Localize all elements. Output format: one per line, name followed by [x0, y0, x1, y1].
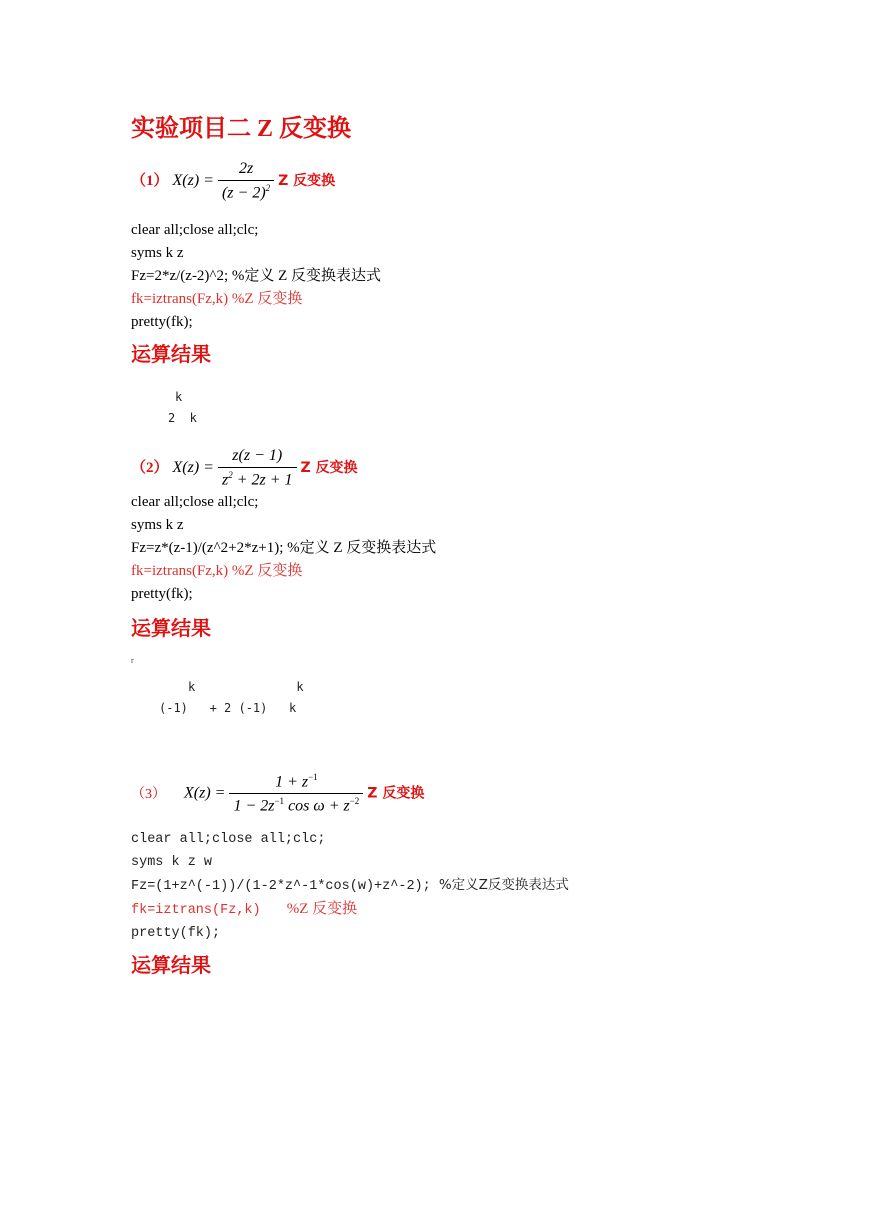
equation-3-fraction: [229, 772, 363, 816]
equation-1-fraction: [218, 160, 274, 202]
code-line: syms k z: [131, 517, 184, 533]
section-3-tail: Z 反变换: [367, 785, 425, 802]
equation-3-numerator: 1 + z: [275, 773, 309, 791]
equation-2: [131, 447, 358, 489]
code-line: clear all;close all;clc;: [131, 222, 259, 238]
section-1-tail: Z 反变换: [278, 172, 336, 189]
code-line: pretty(fk);: [131, 926, 221, 941]
result-heading-3: 运算结果: [131, 955, 211, 977]
code-comment: %定义Z反变换表达式: [438, 877, 569, 893]
equation-2-denominator: z: [221, 471, 229, 489]
code-line: fk=iztrans(Fz,k) %Z 反变换: [131, 291, 303, 307]
result-1-line: k: [175, 390, 183, 404]
equation-2-numerator: z(z − 1): [218, 447, 297, 468]
equation-2-fraction: [218, 447, 297, 489]
section-2-label: （2）: [131, 459, 169, 476]
code-line: pretty(fk);: [131, 586, 193, 602]
equation-3-lhs: X(z) =: [184, 784, 226, 802]
equation-1: [131, 160, 335, 202]
equation-3: [131, 772, 424, 816]
equation-2-lhs: X(z) =: [172, 458, 214, 476]
result-1-line: 2 k: [168, 411, 197, 425]
equation-2-denominator-rest: + 2z + 1: [232, 471, 293, 489]
code-line: pretty(fk);: [131, 314, 193, 330]
code-line: clear all;close all;clc;: [131, 832, 326, 847]
code-line-main: Fz=(1+z^(-1))/(1-2*z^-1*cos(w)+z^-2);: [131, 879, 431, 894]
result-heading-1: 运算结果: [131, 344, 211, 366]
section-3-label: （3）: [131, 786, 166, 802]
code-line: fk=iztrans(Fz,k) %Z 反变换: [131, 563, 303, 579]
equation-3-denominator-exponent-1: −1: [274, 796, 285, 807]
code-line: [131, 898, 569, 922]
result-2-line: (-1) + 2 (-1) k: [159, 701, 297, 715]
code-line-main: fk=iztrans(Fz,k): [131, 903, 261, 918]
equation-1-lhs: X(z) =: [172, 171, 214, 189]
code-block-1: [131, 219, 381, 334]
result-heading-2: 运算结果: [131, 618, 211, 640]
result-2-line: k k: [188, 680, 304, 694]
code-line: Fz=2*z/(z-2)^2; %定义 Z 反变换表达式: [131, 268, 382, 284]
equation-3-numerator-exponent: −1: [308, 772, 318, 782]
equation-1-denominator: (z − 2): [221, 184, 266, 202]
code-block-2: [131, 491, 436, 606]
code-block-3: [131, 828, 569, 945]
page-title: 实验项目二 Z 反变换: [131, 116, 352, 142]
code-line: Fz=z*(z-1)/(z^2+2*z+1); %定义 Z 反变换表达式: [131, 540, 437, 556]
result-2-mark: r: [131, 656, 134, 665]
equation-1-numerator: 2z: [218, 160, 274, 181]
code-comment: %Z 反变换: [286, 901, 358, 917]
equation-3-denominator-rest: cos ω + z: [284, 797, 350, 815]
equation-3-denominator-exponent-2: −2: [349, 796, 360, 807]
equation-1-denominator-exponent: 2: [265, 183, 271, 193]
equation-2-denominator-exponent: 2: [228, 470, 233, 480]
section-1-label: （1）: [131, 172, 169, 189]
code-line: [131, 874, 569, 898]
equation-3-denominator: 1 − 2z: [233, 797, 275, 815]
code-line: syms k z: [131, 245, 184, 261]
section-2-tail: Z 反变换: [300, 459, 358, 476]
code-line: syms k z w: [131, 855, 213, 870]
code-line: clear all;close all;clc;: [131, 494, 259, 510]
